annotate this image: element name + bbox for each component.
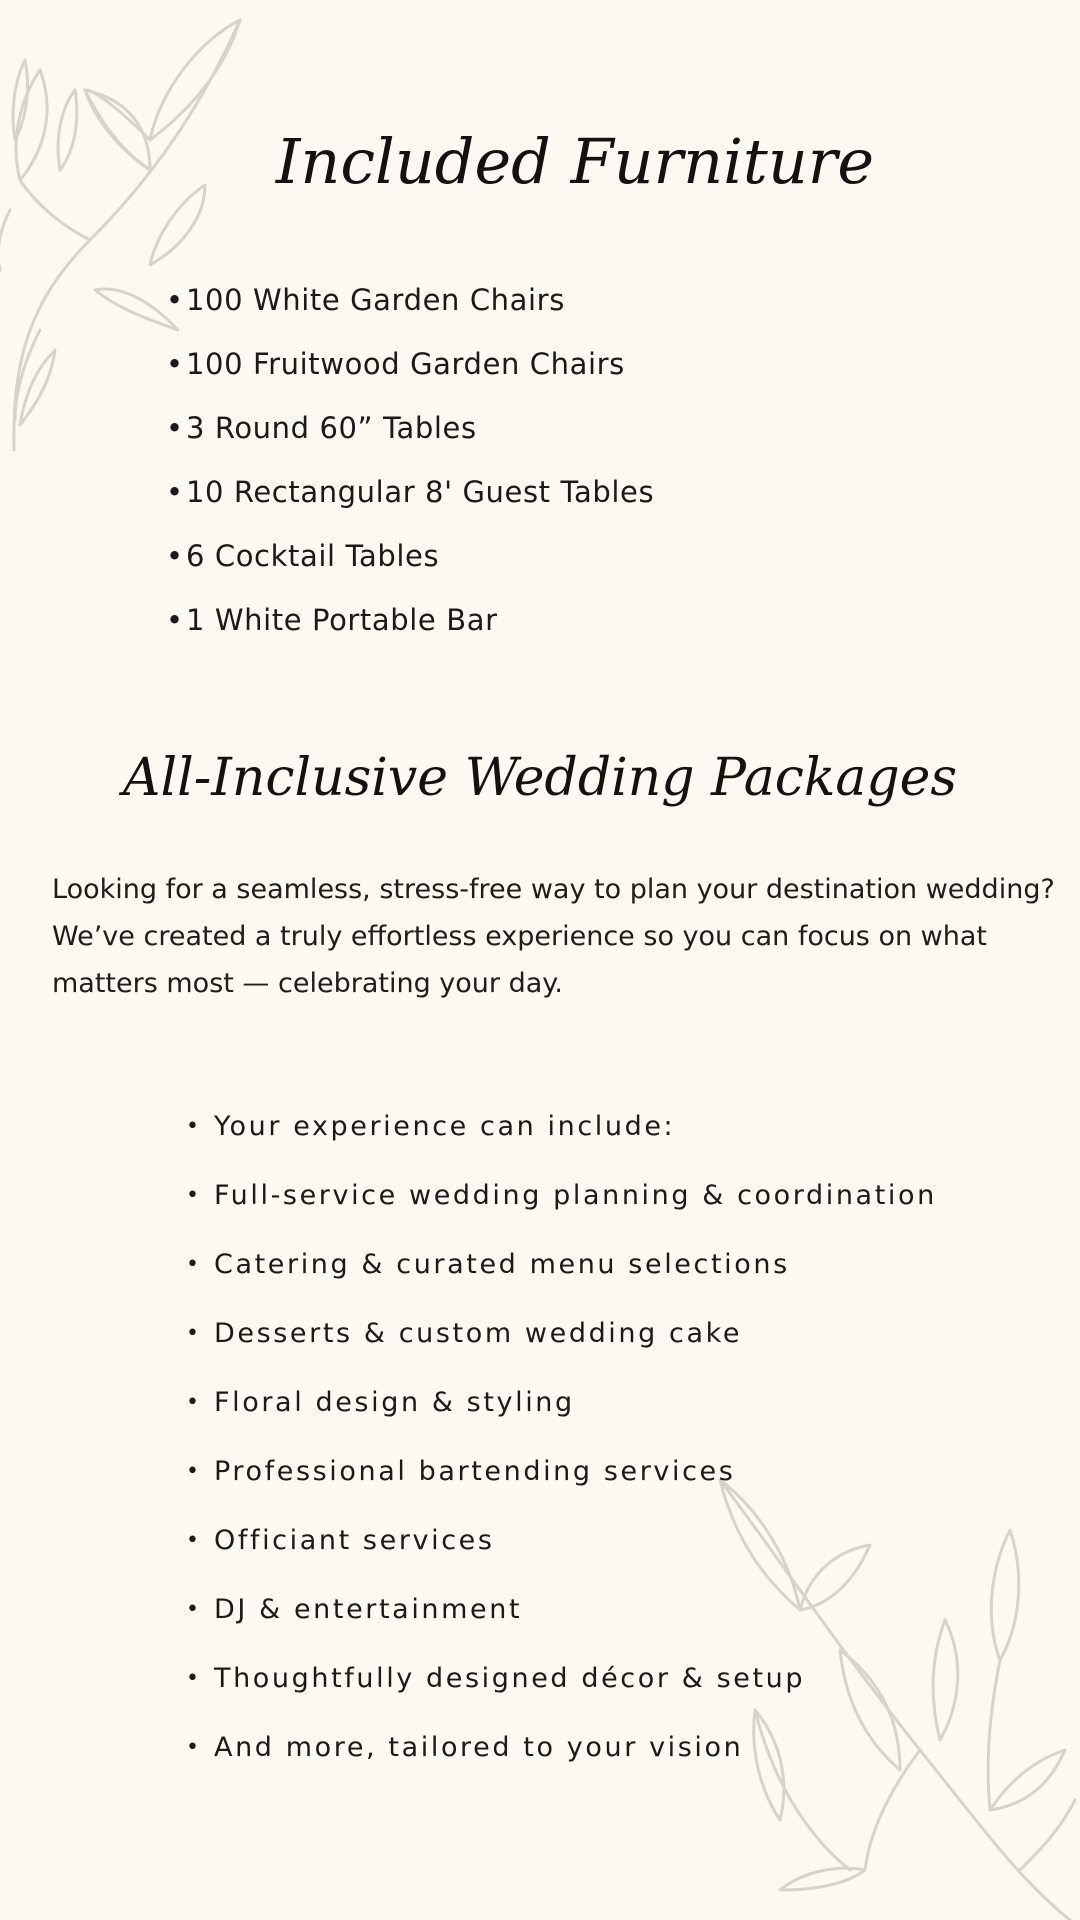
furniture-item-label: 100 White Garden Chairs <box>186 283 565 317</box>
bullet-icon: • <box>186 1735 202 1760</box>
list-item <box>186 1167 937 1236</box>
bullet-icon: • <box>186 1183 202 1208</box>
list-item <box>186 1581 937 1650</box>
experience-item-label: Full-service wedding planning & coordination <box>214 1180 937 1211</box>
intro-paragraph: We’ve created a truly effortless experience so you can focus on what matters most — celebrating your day. <box>52 921 987 999</box>
experience-item-label: Catering & curated menu selections <box>214 1249 790 1280</box>
experience-item-label: Professional bartending services <box>214 1456 736 1487</box>
list-item <box>186 1305 937 1374</box>
furniture-item-label: 1 White Portable Bar <box>186 603 498 637</box>
bullet-icon: • <box>186 1321 202 1346</box>
bullet-icon: • <box>166 603 184 637</box>
list-item <box>186 1374 937 1443</box>
furniture-item-label: 6 Cocktail Tables <box>186 539 440 573</box>
packages-title: All-Inclusive Wedding Packages <box>122 748 958 808</box>
bullet-icon: • <box>186 1528 202 1553</box>
bullet-icon: • <box>166 411 184 445</box>
furniture-list <box>166 276 654 660</box>
furniture-title: Included Furniture <box>275 125 875 198</box>
bullet-icon: • <box>186 1390 202 1415</box>
bullet-icon: • <box>186 1114 202 1139</box>
furniture-item-label: 10 Rectangular 8' Guest Tables <box>186 475 655 509</box>
packages-intro <box>52 866 1062 1007</box>
list-item <box>186 1443 937 1512</box>
list-item <box>186 1236 937 1305</box>
intro-paragraph: Looking for a seamless, stress-free way to plan your destination wedding? <box>52 874 1055 905</box>
experience-item-label: Your experience can include: <box>214 1111 676 1142</box>
experience-item-label: Thoughtfully designed décor & setup <box>214 1663 806 1694</box>
bullet-icon: • <box>166 283 184 317</box>
bullet-icon: • <box>166 475 184 509</box>
list-item <box>186 1650 937 1719</box>
bullet-icon: • <box>186 1597 202 1622</box>
experience-list <box>186 1098 937 1788</box>
list-item <box>166 340 654 404</box>
bullet-icon: • <box>186 1459 202 1484</box>
list-item <box>166 596 654 660</box>
list-item <box>186 1512 937 1581</box>
bullet-icon: • <box>166 539 184 573</box>
experience-item-label: Desserts & custom wedding cake <box>214 1318 743 1349</box>
furniture-item-label: 3 Round 60” Tables <box>186 411 477 445</box>
experience-item-label: DJ & entertainment <box>214 1594 523 1625</box>
bullet-icon: • <box>166 347 184 381</box>
experience-item-label: Floral design & styling <box>214 1387 575 1418</box>
experience-item-label: And more, tailored to your vision <box>214 1732 744 1763</box>
experience-item-label: Officiant services <box>214 1525 495 1556</box>
furniture-item-label: 100 Fruitwood Garden Chairs <box>186 347 625 381</box>
list-item <box>166 468 654 532</box>
bullet-icon: • <box>186 1666 202 1691</box>
list-item <box>166 532 654 596</box>
bullet-icon: • <box>186 1252 202 1277</box>
list-item <box>186 1719 937 1788</box>
list-item <box>166 404 654 468</box>
list-item <box>186 1098 937 1167</box>
list-item <box>166 276 654 340</box>
